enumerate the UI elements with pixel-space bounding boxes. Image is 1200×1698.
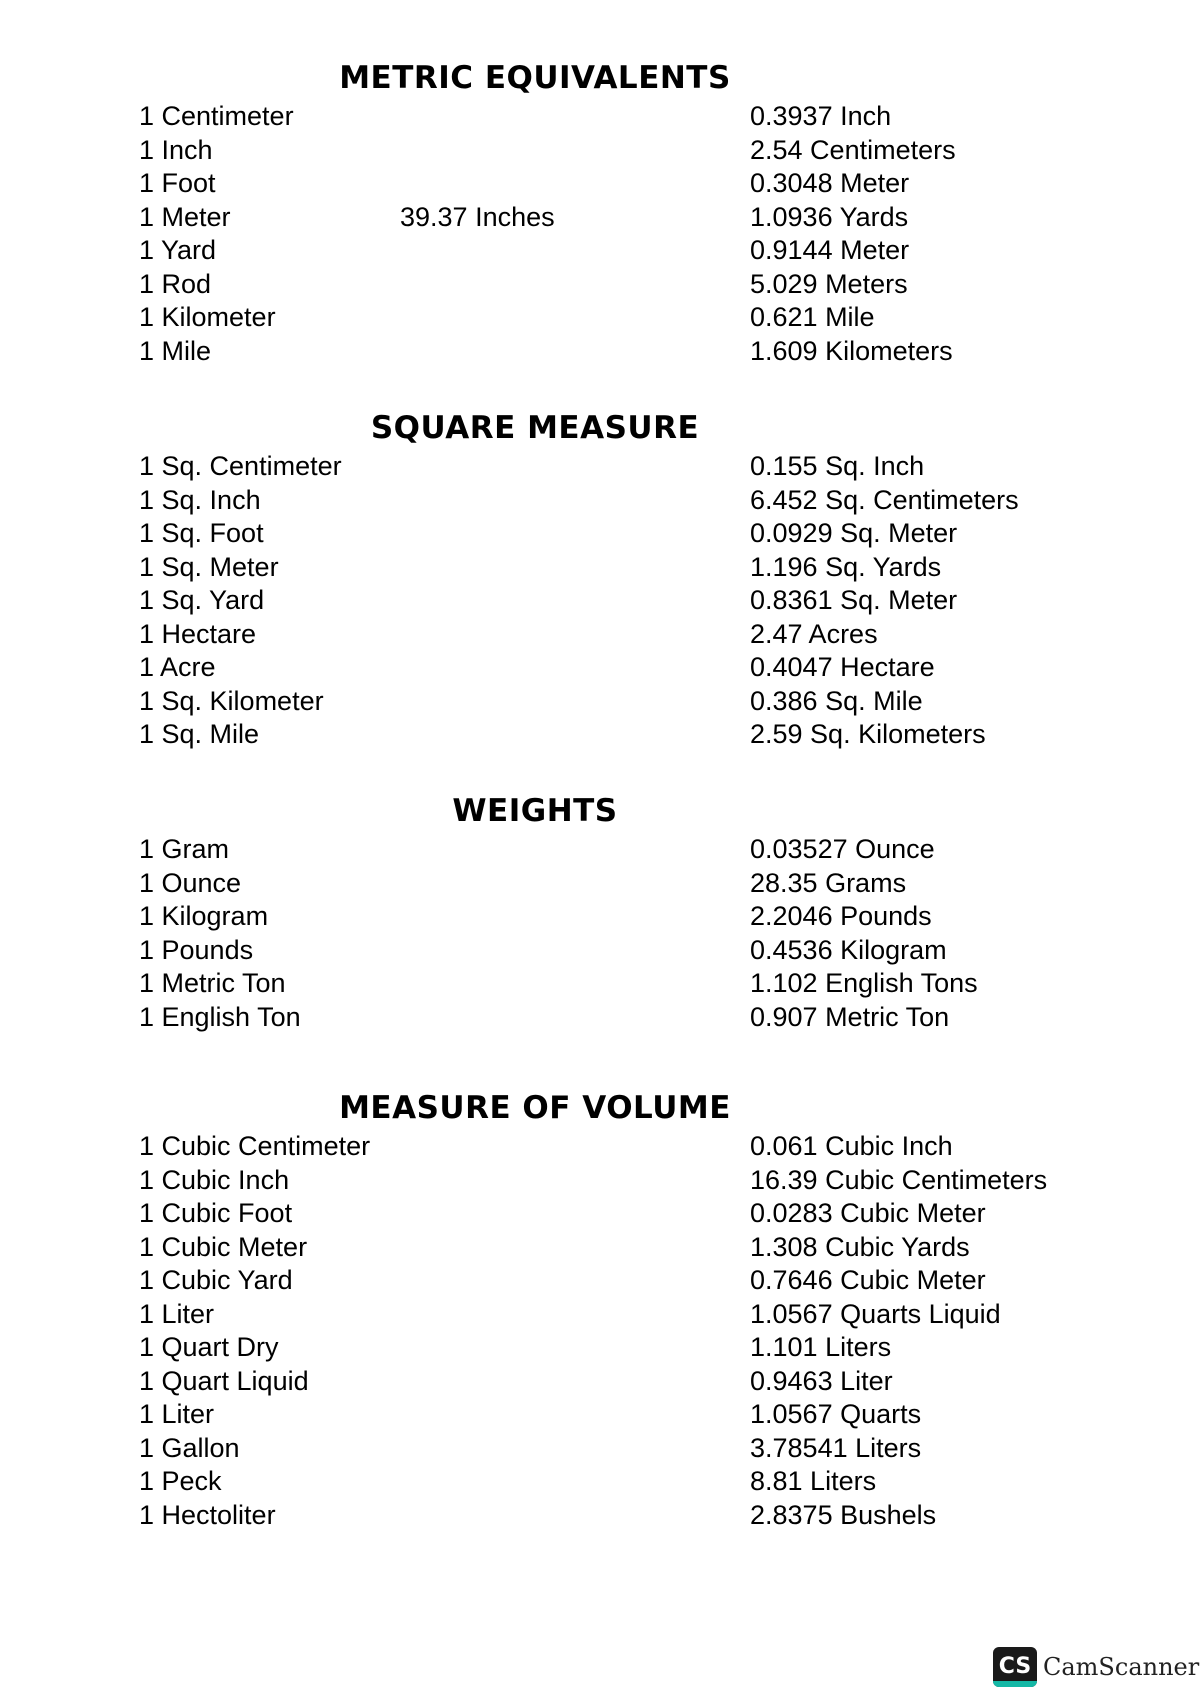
unit-label: 1 Cubic Meter [139,1231,308,1262]
conversion-row [0,1197,1200,1231]
unit-label: 1 Sq. Inch [139,484,261,515]
section-heading: WEIGHTS [452,793,618,829]
equivalent-value: 6.452 Sq. Centimeters [750,484,1019,515]
conversion-row [0,1164,1200,1198]
equivalent-value: 0.7646 Cubic Meter [750,1265,986,1295]
camscanner-text: CamScanner [1043,1653,1200,1681]
conversion-row [0,1001,1200,1035]
equivalent-value: 1.0567 Quarts [750,1399,922,1429]
section-heading: MEASURE OF VOLUME [339,1090,731,1126]
unit-label: 1 Acre [139,652,216,682]
equivalent-value: 0.155 Sq. Inch [750,451,925,481]
conversion-row [0,584,1200,618]
equivalent-value: 2.47 Acres [750,618,878,649]
conversion-row [0,1264,1200,1298]
section-heading: METRIC EQUIVALENTS [339,60,731,96]
conversion-row [0,900,1200,934]
conversion-row [0,201,1200,235]
equivalent-value: 0.4047 Hectare [750,652,935,682]
conversion-row [0,1499,1200,1533]
unit-label: 1 Quart Liquid [139,1365,309,1396]
unit-label: 1 Kilogram [139,901,269,931]
unit-label: 1 Meter [139,201,231,232]
conversion-row [0,618,1200,652]
conversion-row [0,167,1200,201]
conversion-row [0,718,1200,752]
conversion-row [0,1231,1200,1265]
equivalent-value: 1.308 Cubic Yards [750,1231,970,1262]
unit-label: 1 English Ton [139,1001,301,1032]
unit-label: 1 Sq. Yard [139,585,265,615]
conversion-row [0,484,1200,518]
camscanner-watermark [993,1644,1199,1690]
unit-label: 1 Gram [139,834,230,864]
equivalent-value: 8.81 Liters [750,1466,877,1496]
unit-label: 1 Peck [139,1466,222,1496]
unit-label: 1 Liter [139,1298,215,1329]
equivalent-value: 0.0283 Cubic Meter [750,1198,986,1228]
conversion-row [0,833,1200,867]
conversion-row [0,517,1200,551]
equivalent-value: 0.8361 Sq. Meter [750,585,958,615]
conversion-list [0,1130,1200,1532]
conversion-list [0,450,1200,752]
equivalent-value: 0.03527 Ounce [750,834,935,864]
unit-label: 1 Sq. Meter [139,551,279,582]
unit-label: 1 Inch [139,134,213,165]
unit-label: 1 Hectare [139,618,257,649]
conversion-row [0,450,1200,484]
conversion-row [0,934,1200,968]
unit-label: 1 Mile [139,335,212,366]
unit-label: 1 Sq. Foot [139,518,264,548]
conversion-row [0,100,1200,134]
unit-label: 1 Sq. Centimeter [139,451,342,481]
unit-label: 1 Cubic Foot [139,1198,293,1228]
middle-equivalent-value: 39.37 Inches [400,201,555,232]
equivalent-value: 1.196 Sq. Yards [750,551,942,582]
unit-label: 1 Sq. Kilometer [139,685,324,716]
section-heading: SQUARE MEASURE [370,410,700,446]
unit-label: 1 Kilometer [139,302,276,332]
unit-label: 1 Sq. Mile [139,719,260,749]
unit-label: 1 Metric Ton [139,968,286,998]
conversion-row [0,301,1200,335]
camscanner-logo-icon: CS [993,1647,1037,1687]
conversion-list [0,100,1200,368]
unit-label: 1 Cubic Yard [139,1265,293,1295]
equivalent-value: 28.35 Grams [750,867,907,898]
unit-label: 1 Yard [139,235,217,265]
conversion-row [0,1331,1200,1365]
equivalent-value: 0.061 Cubic Inch [750,1131,953,1161]
conversion-row [0,967,1200,1001]
equivalent-value: 1.609 Kilometers [750,335,953,366]
unit-label: 1 Centimeter [139,101,294,131]
equivalent-value: 1.102 English Tons [750,968,978,998]
unit-label: 1 Cubic Inch [139,1164,290,1195]
equivalent-value: 1.0567 Quarts Liquid [750,1298,1001,1329]
conversion-row [0,1365,1200,1399]
equivalent-value: 2.59 Sq. Kilometers [750,719,986,749]
equivalent-value: 5.029 Meters [750,268,908,299]
equivalent-value: 2.2046 Pounds [750,901,932,931]
unit-label: 1 Liter [139,1399,215,1429]
equivalent-value: 0.907 Metric Ton [750,1001,950,1032]
equivalent-value: 0.4536 Kilogram [750,934,947,965]
conversion-row [0,1432,1200,1466]
unit-label: 1 Ounce [139,867,242,898]
conversion-row [0,234,1200,268]
unit-label: 1 Cubic Centimeter [139,1131,371,1161]
unit-label: 1 Rod [139,268,212,299]
unit-label: 1 Gallon [139,1432,240,1463]
conversion-row [0,651,1200,685]
unit-label: 1 Foot [139,168,216,198]
equivalent-value: 3.78541 Liters [750,1432,922,1463]
equivalent-value: 1.101 Liters [750,1332,892,1362]
conversion-row [0,551,1200,585]
equivalent-value: 0.0929 Sq. Meter [750,518,958,548]
conversion-row [0,268,1200,302]
equivalent-value: 0.9463 Liter [750,1365,893,1396]
equivalent-value: 0.621 Mile [750,302,875,332]
conversion-list [0,833,1200,1034]
conversion-row [0,335,1200,369]
conversion-row [0,1130,1200,1164]
conversion-row [0,1465,1200,1499]
conversion-row [0,685,1200,719]
equivalent-value: 0.386 Sq. Mile [750,685,923,716]
unit-label: 1 Quart Dry [139,1332,279,1362]
equivalent-value: 2.54 Centimeters [750,134,956,165]
equivalent-value: 2.8375 Bushels [750,1499,937,1530]
conversion-row [0,867,1200,901]
unit-label: 1 Pounds [139,934,254,965]
conversion-row [0,1398,1200,1432]
equivalent-value: 0.3937 Inch [750,101,892,131]
equivalent-value: 0.9144 Meter [750,235,910,265]
unit-label: 1 Hectoliter [139,1499,276,1530]
conversion-row [0,1298,1200,1332]
equivalent-value: 0.3048 Meter [750,168,910,198]
equivalent-value: 1.0936 Yards [750,201,909,232]
equivalent-value: 16.39 Cubic Centimeters [750,1164,1048,1195]
conversion-row [0,134,1200,168]
